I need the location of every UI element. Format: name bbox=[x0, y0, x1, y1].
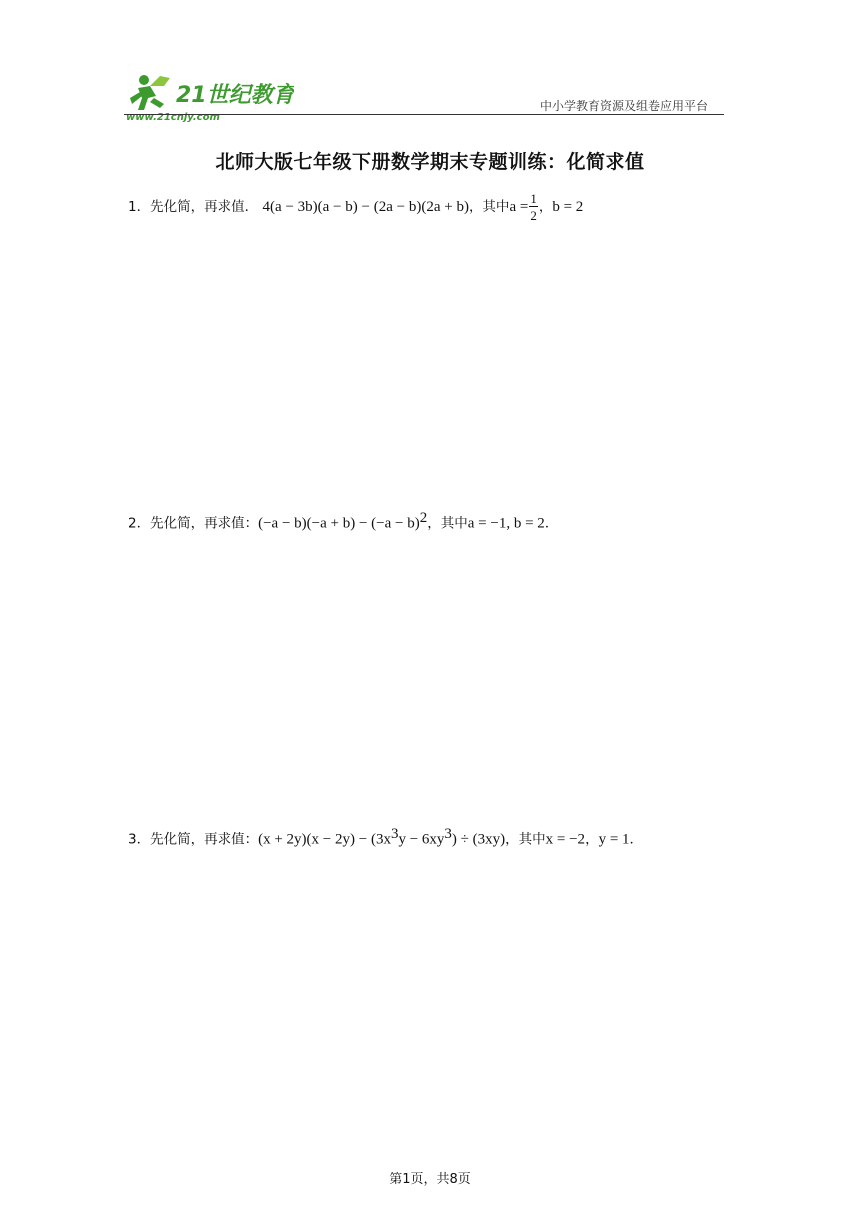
exponent: 3 bbox=[390, 826, 399, 842]
site-logo bbox=[124, 68, 294, 124]
condition-a: a = bbox=[509, 199, 529, 215]
question-expression: 4(a − 3b)(a − b) − (2a − b)(2a + b) bbox=[262, 199, 469, 215]
page-title: 北师大版七年级下册数学期末专题训练：化简求值 bbox=[215, 151, 645, 173]
question-2 bbox=[128, 510, 558, 533]
question-lead: 先化简，再求值： bbox=[150, 831, 259, 848]
question-lead: 先化简，再求值． bbox=[150, 199, 259, 215]
question-expression-part-b: y − 6xy bbox=[398, 831, 445, 848]
fraction-denominator: 2 bbox=[530, 208, 537, 223]
condition-lead: ，其中 bbox=[468, 199, 510, 215]
question-1 bbox=[128, 192, 583, 222]
separator: ， bbox=[538, 199, 553, 215]
question-number: 3． bbox=[128, 831, 151, 848]
separator: ， bbox=[585, 831, 599, 848]
question-lead: 先化简，再求值： bbox=[150, 515, 259, 532]
period: ． bbox=[544, 515, 559, 532]
question-number: 1． bbox=[128, 199, 151, 215]
condition-x: x = −2 bbox=[545, 831, 586, 848]
exponent: 2 bbox=[419, 510, 428, 526]
question-expression: (−a − b)(−a + b) − (−a − b) bbox=[258, 515, 420, 532]
question-expression-part-c: ) ÷ (3xy) bbox=[451, 831, 506, 848]
question-expression-part-a: (x + 2y)(x − 2y) − (3x bbox=[258, 831, 391, 848]
condition-lead: ，其中 bbox=[505, 831, 546, 848]
question-3 bbox=[128, 826, 643, 849]
condition: a = −1, b = 2 bbox=[467, 515, 545, 532]
condition-b: b = 2 bbox=[552, 199, 584, 215]
exponent: 3 bbox=[444, 826, 452, 842]
period: ． bbox=[629, 831, 644, 848]
page-footer: 第1页，共8页 bbox=[389, 1172, 471, 1187]
logo-text: 21世纪教育 bbox=[176, 83, 294, 108]
fraction-numerator: 1 bbox=[530, 191, 537, 206]
fraction bbox=[529, 192, 538, 222]
question-number: 2． bbox=[128, 515, 151, 532]
header-divider bbox=[124, 114, 724, 115]
condition-lead: ，其中 bbox=[427, 515, 468, 532]
condition-y: y = 1 bbox=[598, 831, 630, 848]
logo-url: www.21cnjy.com bbox=[126, 112, 220, 123]
platform-name: 中小学教育资源及组卷应用平台 bbox=[540, 99, 709, 113]
